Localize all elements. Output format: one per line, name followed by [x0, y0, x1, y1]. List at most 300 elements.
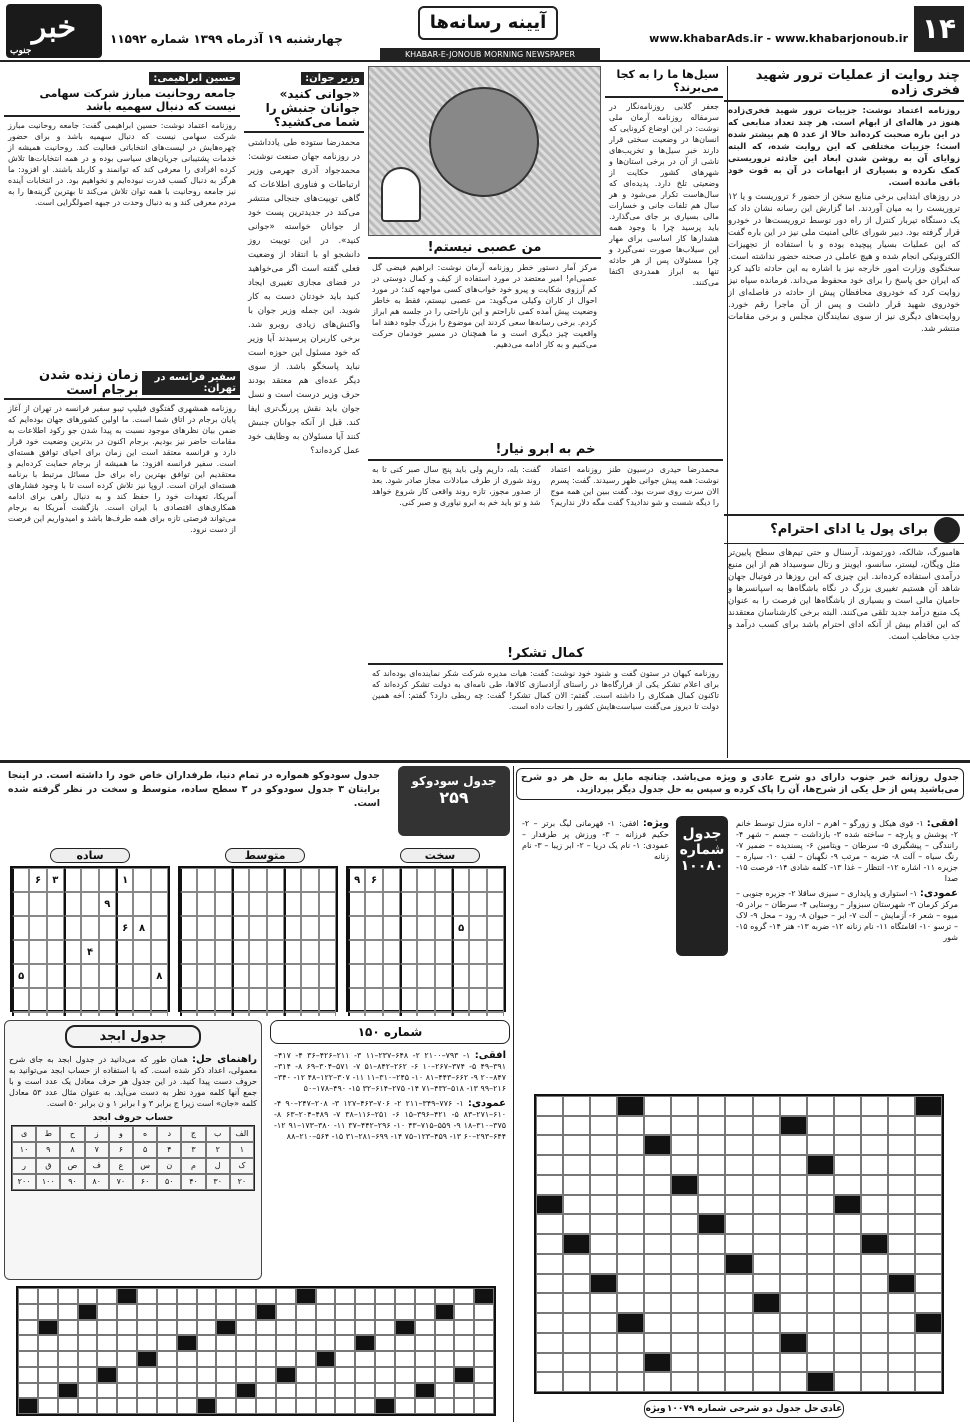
crossword-cell[interactable] — [834, 1116, 861, 1136]
crossword-cell[interactable] — [861, 1372, 888, 1392]
abjad-cell[interactable] — [395, 1383, 415, 1399]
abjad-cell[interactable] — [38, 1351, 58, 1367]
crossword-cell[interactable] — [915, 1214, 942, 1234]
crossword-cell[interactable] — [725, 1313, 752, 1333]
crossword-cell[interactable] — [617, 1135, 644, 1155]
crossword-cell[interactable] — [861, 1293, 888, 1313]
abjad-cell[interactable] — [296, 1398, 316, 1414]
abjad-cell[interactable] — [216, 1398, 236, 1414]
abjad-cell[interactable] — [117, 1383, 137, 1399]
sudoku-cell[interactable] — [267, 964, 284, 988]
sudoku-cell[interactable] — [133, 964, 150, 988]
crossword-cell[interactable] — [617, 1195, 644, 1215]
sudoku-cell[interactable] — [487, 1012, 504, 1016]
crossword-cell[interactable] — [725, 1116, 752, 1136]
crossword-cell[interactable] — [536, 1293, 563, 1313]
abjad-cell[interactable] — [157, 1351, 177, 1367]
crossword-cell[interactable] — [617, 1353, 644, 1373]
sudoku-cell[interactable] — [180, 916, 197, 940]
sudoku-cell[interactable] — [197, 892, 214, 916]
sudoku-cell[interactable]: ۵ — [12, 964, 29, 988]
abjad-cell[interactable] — [454, 1304, 474, 1320]
abjad-cell[interactable] — [18, 1367, 38, 1383]
sudoku-cell[interactable] — [180, 868, 197, 892]
sudoku-cell[interactable] — [180, 892, 197, 916]
abjad-cell[interactable] — [296, 1320, 316, 1336]
crossword-grid[interactable] — [534, 1094, 944, 1394]
sudoku-cell[interactable]: ۸ — [151, 964, 168, 988]
abjad-cell[interactable] — [38, 1383, 58, 1399]
abjad-cell[interactable] — [435, 1335, 455, 1351]
abjad-cell[interactable] — [415, 1398, 435, 1414]
crossword-cell[interactable] — [915, 1234, 942, 1254]
crossword-cell[interactable] — [888, 1135, 915, 1155]
crossword-cell[interactable] — [807, 1254, 834, 1274]
abjad-cell[interactable] — [316, 1288, 336, 1304]
abjad-cell[interactable] — [78, 1288, 98, 1304]
abjad-cell[interactable] — [474, 1351, 494, 1367]
abjad-cell[interactable] — [415, 1367, 435, 1383]
crossword-cell[interactable] — [753, 1353, 780, 1373]
crossword-cell[interactable] — [563, 1214, 590, 1234]
crossword-cell[interactable] — [671, 1372, 698, 1392]
sudoku-cell[interactable] — [435, 868, 452, 892]
abjad-cell[interactable] — [137, 1398, 157, 1414]
abjad-cell[interactable] — [474, 1320, 494, 1336]
crossword-cell[interactable] — [536, 1333, 563, 1353]
crossword-cell[interactable] — [780, 1293, 807, 1313]
abjad-cell[interactable] — [454, 1398, 474, 1414]
crossword-cell[interactable] — [888, 1372, 915, 1392]
abjad-cell[interactable] — [97, 1351, 117, 1367]
abjad-cell[interactable] — [435, 1383, 455, 1399]
abjad-cell[interactable] — [137, 1383, 157, 1399]
abjad-cell[interactable] — [415, 1304, 435, 1320]
crossword-cell[interactable] — [671, 1116, 698, 1136]
crossword-cell[interactable] — [753, 1214, 780, 1234]
sudoku-cell[interactable] — [232, 868, 249, 892]
crossword-cell[interactable] — [753, 1096, 780, 1116]
abjad-cell[interactable] — [256, 1367, 276, 1383]
abjad-cell[interactable] — [58, 1335, 78, 1351]
sudoku-cell[interactable] — [348, 1012, 365, 1016]
crossword-cell[interactable] — [563, 1353, 590, 1373]
abjad-cell[interactable] — [38, 1304, 58, 1320]
sudoku-cell[interactable] — [29, 892, 46, 916]
abjad-cell[interactable] — [355, 1398, 375, 1414]
abjad-cell[interactable] — [276, 1351, 296, 1367]
abjad-cell[interactable] — [276, 1304, 296, 1320]
sudoku-cell[interactable] — [81, 916, 98, 940]
abjad-cell[interactable] — [296, 1351, 316, 1367]
abjad-cell[interactable] — [236, 1367, 256, 1383]
abjad-cell[interactable] — [117, 1351, 137, 1367]
sudoku-cell[interactable] — [400, 916, 417, 940]
crossword-cell[interactable] — [807, 1293, 834, 1313]
crossword-cell[interactable] — [698, 1353, 725, 1373]
sudoku-cell[interactable] — [12, 892, 29, 916]
crossword-cell[interactable] — [780, 1155, 807, 1175]
abjad-cell[interactable] — [335, 1304, 355, 1320]
sudoku-cell[interactable] — [487, 868, 504, 892]
crossword-cell[interactable] — [834, 1135, 861, 1155]
crossword-cell[interactable] — [644, 1313, 671, 1333]
sudoku-cell[interactable] — [469, 892, 486, 916]
crossword-cell[interactable] — [888, 1293, 915, 1313]
crossword-cell[interactable] — [590, 1195, 617, 1215]
crossword-cell[interactable] — [725, 1195, 752, 1215]
crossword-cell[interactable] — [590, 1293, 617, 1313]
abjad-cell[interactable] — [276, 1288, 296, 1304]
crossword-cell[interactable] — [861, 1195, 888, 1215]
crossword-cell[interactable] — [915, 1116, 942, 1136]
sudoku-cell[interactable] — [301, 916, 318, 940]
sudoku-cell[interactable] — [319, 988, 336, 1012]
abjad-cell[interactable] — [197, 1383, 217, 1399]
sudoku-cell[interactable] — [383, 964, 400, 988]
crossword-cell[interactable] — [563, 1175, 590, 1195]
abjad-cell[interactable] — [38, 1367, 58, 1383]
abjad-cell[interactable] — [216, 1335, 236, 1351]
abjad-cell[interactable] — [256, 1383, 276, 1399]
abjad-cell[interactable] — [157, 1288, 177, 1304]
sudoku-cell[interactable] — [180, 940, 197, 964]
abjad-cell[interactable] — [216, 1367, 236, 1383]
sudoku-cell[interactable] — [452, 940, 469, 964]
abjad-cell[interactable] — [355, 1383, 375, 1399]
crossword-cell[interactable] — [590, 1116, 617, 1136]
abjad-cell[interactable] — [256, 1335, 276, 1351]
abjad-cell[interactable] — [236, 1304, 256, 1320]
abjad-cell[interactable] — [335, 1320, 355, 1336]
abjad-cell[interactable] — [177, 1367, 197, 1383]
crossword-cell[interactable] — [888, 1353, 915, 1373]
sudoku-cell[interactable] — [47, 964, 64, 988]
crossword-cell[interactable] — [536, 1116, 563, 1136]
crossword-cell[interactable] — [861, 1254, 888, 1274]
crossword-cell[interactable] — [671, 1333, 698, 1353]
crossword-cell[interactable] — [915, 1372, 942, 1392]
crossword-cell[interactable] — [644, 1293, 671, 1313]
sudoku-cell[interactable] — [365, 916, 382, 940]
abjad-cell[interactable] — [18, 1288, 38, 1304]
crossword-cell[interactable] — [698, 1333, 725, 1353]
sudoku-cell[interactable] — [301, 1012, 318, 1016]
crossword-cell[interactable] — [915, 1195, 942, 1215]
crossword-cell[interactable] — [536, 1096, 563, 1116]
sudoku-cell[interactable] — [232, 916, 249, 940]
abjad-cell[interactable] — [197, 1335, 217, 1351]
crossword-cell[interactable] — [888, 1313, 915, 1333]
crossword-cell[interactable] — [617, 1155, 644, 1175]
abjad-cell[interactable] — [375, 1288, 395, 1304]
sudoku-cell[interactable] — [319, 868, 336, 892]
crossword-cell[interactable] — [807, 1234, 834, 1254]
sudoku-cell[interactable] — [29, 940, 46, 964]
abjad-cell[interactable] — [316, 1367, 336, 1383]
abjad-cell[interactable] — [97, 1288, 117, 1304]
crossword-cell[interactable] — [644, 1096, 671, 1116]
abjad-cell[interactable] — [474, 1383, 494, 1399]
abjad-cell[interactable] — [296, 1383, 316, 1399]
crossword-cell[interactable] — [563, 1116, 590, 1136]
crossword-cell[interactable] — [834, 1175, 861, 1195]
sudoku-cell[interactable] — [487, 916, 504, 940]
sudoku-cell[interactable] — [47, 1012, 64, 1016]
sudoku-cell[interactable] — [215, 892, 232, 916]
abjad-cell[interactable] — [117, 1335, 137, 1351]
crossword-cell[interactable] — [563, 1274, 590, 1294]
crossword-cell[interactable] — [725, 1353, 752, 1373]
crossword-cell[interactable] — [617, 1372, 644, 1392]
sudoku-cell[interactable] — [64, 988, 81, 1012]
crossword-cell[interactable] — [915, 1175, 942, 1195]
sudoku-cell[interactable] — [116, 988, 133, 1012]
crossword-cell[interactable] — [590, 1333, 617, 1353]
abjad-cell[interactable] — [395, 1367, 415, 1383]
sudoku-cell[interactable] — [99, 916, 116, 940]
abjad-cell[interactable] — [335, 1383, 355, 1399]
crossword-cell[interactable] — [671, 1096, 698, 1116]
abjad-cell[interactable] — [395, 1304, 415, 1320]
abjad-cell[interactable] — [296, 1304, 316, 1320]
crossword-cell[interactable] — [753, 1313, 780, 1333]
crossword-cell[interactable] — [834, 1155, 861, 1175]
crossword-cell[interactable] — [617, 1116, 644, 1136]
crossword-cell[interactable] — [861, 1274, 888, 1294]
sudoku-cell[interactable] — [151, 940, 168, 964]
crossword-cell[interactable] — [617, 1254, 644, 1274]
crossword-cell[interactable] — [671, 1313, 698, 1333]
crossword-cell[interactable] — [861, 1135, 888, 1155]
abjad-cell[interactable] — [197, 1288, 217, 1304]
abjad-cell[interactable] — [316, 1320, 336, 1336]
sudoku-cell[interactable] — [284, 916, 301, 940]
sudoku-cell[interactable] — [12, 868, 29, 892]
crossword-cell[interactable] — [915, 1254, 942, 1274]
crossword-cell[interactable] — [671, 1214, 698, 1234]
crossword-cell[interactable] — [563, 1333, 590, 1353]
crossword-cell[interactable] — [725, 1175, 752, 1195]
abjad-cell[interactable] — [177, 1398, 197, 1414]
crossword-cell[interactable] — [563, 1135, 590, 1155]
crossword-cell[interactable] — [671, 1195, 698, 1215]
sudoku-cell[interactable] — [29, 988, 46, 1012]
abjad-cell[interactable] — [157, 1304, 177, 1320]
sudoku-cell[interactable] — [348, 916, 365, 940]
sudoku-cell[interactable] — [12, 916, 29, 940]
sudoku-cell[interactable] — [197, 940, 214, 964]
crossword-cell[interactable] — [617, 1293, 644, 1313]
sudoku-cell[interactable] — [215, 988, 232, 1012]
abjad-cell[interactable] — [435, 1367, 455, 1383]
crossword-cell[interactable] — [644, 1274, 671, 1294]
crossword-cell[interactable] — [563, 1155, 590, 1175]
crossword-cell[interactable] — [617, 1234, 644, 1254]
abjad-cell[interactable] — [474, 1398, 494, 1414]
sudoku-cell[interactable] — [469, 964, 486, 988]
sudoku-cell[interactable]: ۵ — [452, 916, 469, 940]
abjad-cell[interactable] — [355, 1367, 375, 1383]
abjad-cell[interactable] — [137, 1335, 157, 1351]
abjad-cell[interactable] — [78, 1335, 98, 1351]
sudoku-cell[interactable] — [417, 940, 434, 964]
abjad-cell[interactable] — [435, 1351, 455, 1367]
crossword-cell[interactable] — [861, 1116, 888, 1136]
sudoku-cell[interactable] — [301, 868, 318, 892]
abjad-cell[interactable] — [97, 1304, 117, 1320]
crossword-cell[interactable] — [698, 1274, 725, 1294]
crossword-cell[interactable] — [671, 1293, 698, 1313]
crossword-cell[interactable] — [698, 1155, 725, 1175]
sudoku-cell[interactable]: ۹ — [99, 892, 116, 916]
crossword-cell[interactable] — [807, 1135, 834, 1155]
sudoku-cell[interactable] — [400, 868, 417, 892]
crossword-cell[interactable] — [644, 1372, 671, 1392]
sudoku-cell[interactable] — [267, 988, 284, 1012]
crossword-cell[interactable] — [671, 1274, 698, 1294]
abjad-cell[interactable] — [236, 1320, 256, 1336]
sudoku-cell[interactable] — [116, 1012, 133, 1016]
sudoku-cell[interactable]: ۶ — [116, 916, 133, 940]
sudoku-cell[interactable] — [452, 964, 469, 988]
sudoku-cell[interactable] — [12, 1012, 29, 1016]
crossword-cell[interactable] — [753, 1195, 780, 1215]
abjad-cell[interactable] — [18, 1320, 38, 1336]
crossword-cell[interactable] — [753, 1333, 780, 1353]
abjad-cell[interactable] — [474, 1367, 494, 1383]
abjad-cell[interactable] — [316, 1383, 336, 1399]
crossword-cell[interactable] — [590, 1175, 617, 1195]
abjad-cell[interactable] — [216, 1288, 236, 1304]
abjad-cell[interactable] — [157, 1367, 177, 1383]
abjad-cell[interactable] — [177, 1383, 197, 1399]
sudoku-cell[interactable] — [116, 940, 133, 964]
abjad-cell[interactable] — [18, 1335, 38, 1351]
sudoku-cell[interactable] — [232, 1012, 249, 1016]
sudoku-cell[interactable] — [249, 940, 266, 964]
crossword-cell[interactable] — [834, 1293, 861, 1313]
crossword-cell[interactable] — [888, 1155, 915, 1175]
crossword-cell[interactable] — [753, 1254, 780, 1274]
crossword-cell[interactable] — [563, 1293, 590, 1313]
abjad-cell[interactable] — [276, 1383, 296, 1399]
sudoku-cell[interactable] — [232, 892, 249, 916]
crossword-cell[interactable] — [807, 1353, 834, 1373]
sudoku-cell[interactable] — [487, 988, 504, 1012]
sudoku-cell[interactable] — [151, 868, 168, 892]
sudoku-cell[interactable] — [284, 1012, 301, 1016]
crossword-cell[interactable] — [671, 1234, 698, 1254]
sudoku-cell[interactable] — [284, 988, 301, 1012]
crossword-cell[interactable] — [888, 1234, 915, 1254]
crossword-cell[interactable] — [888, 1116, 915, 1136]
sudoku-cell[interactable] — [319, 964, 336, 988]
abjad-cell[interactable] — [435, 1320, 455, 1336]
crossword-cell[interactable] — [915, 1353, 942, 1373]
sudoku-cell[interactable]: ۹ — [348, 868, 365, 892]
crossword-cell[interactable] — [698, 1135, 725, 1155]
crossword-cell[interactable] — [698, 1195, 725, 1215]
crossword-cell[interactable] — [780, 1195, 807, 1215]
sudoku-cell[interactable] — [267, 1012, 284, 1016]
sudoku-cell[interactable] — [417, 1012, 434, 1016]
sudoku-cell[interactable] — [249, 916, 266, 940]
crossword-cell[interactable] — [536, 1254, 563, 1274]
sudoku-cell[interactable] — [12, 940, 29, 964]
abjad-cell[interactable] — [276, 1320, 296, 1336]
sudoku-cell[interactable] — [348, 988, 365, 1012]
sudoku-cell[interactable] — [417, 988, 434, 1012]
abjad-cell[interactable] — [276, 1335, 296, 1351]
abjad-cell[interactable] — [197, 1351, 217, 1367]
abjad-cell[interactable] — [395, 1351, 415, 1367]
abjad-cell[interactable] — [375, 1320, 395, 1336]
crossword-cell[interactable] — [780, 1214, 807, 1234]
sudoku-grid-medium[interactable] — [178, 866, 338, 1012]
crossword-cell[interactable] — [753, 1274, 780, 1294]
sudoku-cell[interactable] — [301, 940, 318, 964]
crossword-cell[interactable] — [698, 1234, 725, 1254]
abjad-cell[interactable] — [117, 1304, 137, 1320]
sudoku-cell[interactable] — [215, 1012, 232, 1016]
sudoku-cell[interactable] — [383, 988, 400, 1012]
crossword-cell[interactable] — [807, 1116, 834, 1136]
sudoku-cell[interactable]: ۸ — [133, 916, 150, 940]
abjad-cell[interactable] — [256, 1351, 276, 1367]
abjad-cell[interactable] — [296, 1367, 316, 1383]
sudoku-cell[interactable] — [12, 988, 29, 1012]
crossword-cell[interactable] — [536, 1135, 563, 1155]
crossword-cell[interactable] — [807, 1096, 834, 1116]
crossword-cell[interactable] — [590, 1214, 617, 1234]
sudoku-cell[interactable] — [365, 892, 382, 916]
sudoku-cell[interactable] — [133, 988, 150, 1012]
crossword-cell[interactable] — [725, 1155, 752, 1175]
crossword-cell[interactable] — [780, 1175, 807, 1195]
sudoku-cell[interactable] — [417, 892, 434, 916]
abjad-cell[interactable] — [256, 1398, 276, 1414]
abjad-cell[interactable] — [177, 1320, 197, 1336]
crossword-cell[interactable] — [725, 1214, 752, 1234]
crossword-cell[interactable] — [698, 1372, 725, 1392]
crossword-cell[interactable] — [644, 1333, 671, 1353]
sudoku-cell[interactable] — [116, 892, 133, 916]
abjad-cell[interactable] — [97, 1383, 117, 1399]
crossword-cell[interactable] — [644, 1195, 671, 1215]
crossword-cell[interactable] — [753, 1372, 780, 1392]
crossword-cell[interactable] — [563, 1096, 590, 1116]
crossword-cell[interactable] — [536, 1155, 563, 1175]
abjad-cell[interactable] — [236, 1398, 256, 1414]
crossword-cell[interactable] — [807, 1313, 834, 1333]
crossword-cell[interactable] — [644, 1155, 671, 1175]
abjad-cell[interactable] — [157, 1398, 177, 1414]
abjad-cell[interactable] — [58, 1398, 78, 1414]
sudoku-cell[interactable] — [284, 964, 301, 988]
sudoku-cell[interactable] — [197, 964, 214, 988]
crossword-cell[interactable] — [536, 1353, 563, 1373]
abjad-cell[interactable] — [38, 1398, 58, 1414]
abjad-cell[interactable] — [216, 1383, 236, 1399]
abjad-cell[interactable] — [157, 1383, 177, 1399]
abjad-cell[interactable] — [355, 1288, 375, 1304]
crossword-cell[interactable] — [725, 1274, 752, 1294]
crossword-cell[interactable] — [780, 1096, 807, 1116]
abjad-cell[interactable] — [395, 1288, 415, 1304]
crossword-cell[interactable] — [861, 1353, 888, 1373]
abjad-cell[interactable] — [58, 1320, 78, 1336]
